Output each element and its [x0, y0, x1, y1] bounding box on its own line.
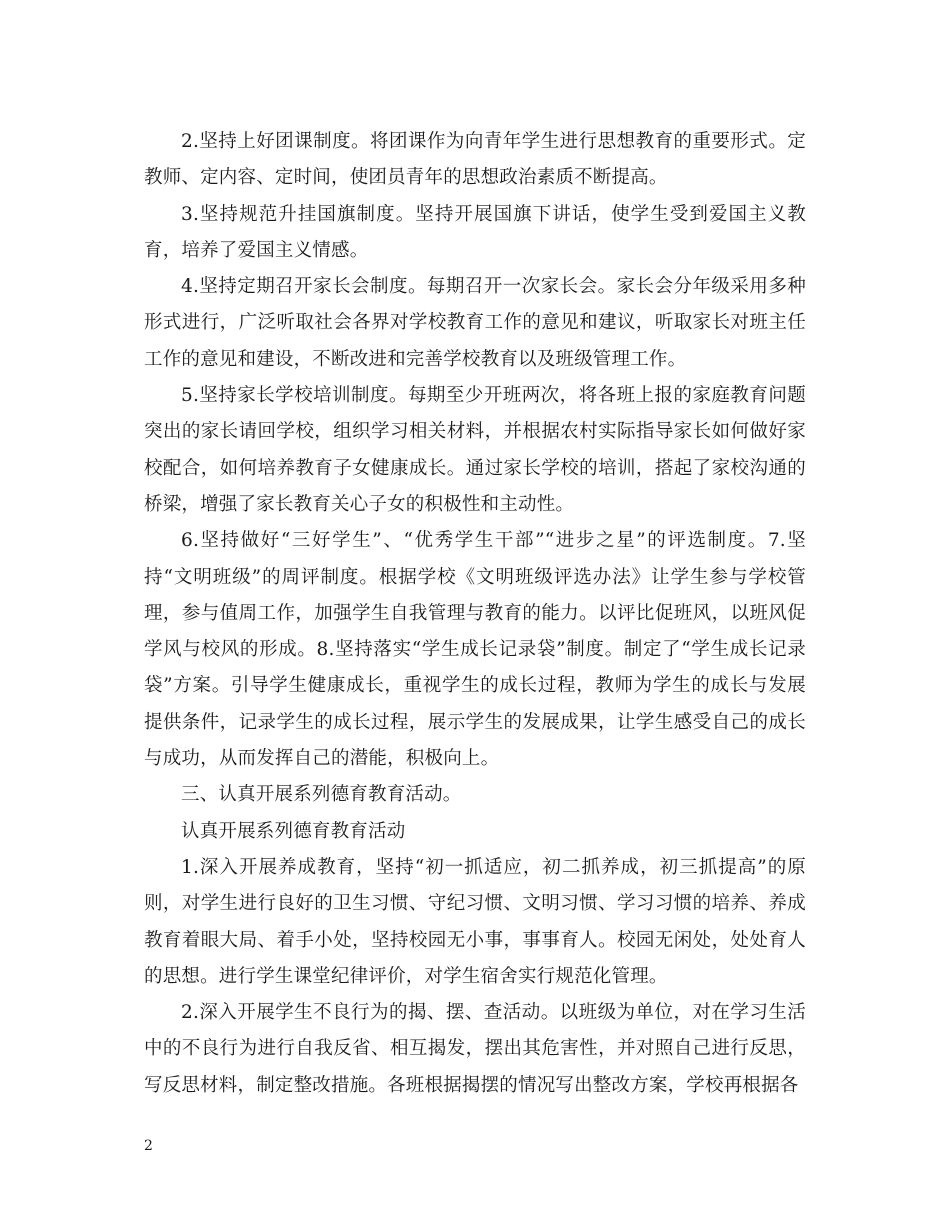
- paragraph-parent-meeting: 4.坚持定期召开家长会制度。每期召开一次家长会。家长会分年级采用多种形式进行，广泛听取社会各界对学校教育工作的意见和建议，听取家长对班主任工作的意见和建设，不断改进和完善学校教育以及班级管理工作。: [144, 276, 806, 370]
- paragraph-flag-raising: 3.坚持规范升挂国旗制度。坚持开展国旗下讲话，使学生受到爱国主义教育，培养了爱国主义情感。: [144, 203, 806, 261]
- document-body: [144, 124, 806, 1104]
- paragraph-parent-school-training: 5.坚持家长学校培训制度。每期至少开班两次，将各班上报的家庭教育问题突出的家长请回学校，组织学习相关材料，并根据农村实际指导家长如何做好家校配合，如何培养教育子女健康成长。通过家长学校的培训，搭起了家校沟通的桥梁，增强了家长教育关心子女的积极性和主动性。: [144, 385, 806, 515]
- subheading-moral-education: 认真开展系列德育教育活动: [181, 820, 406, 842]
- paragraph-group-league-class: 2.坚持上好团课制度。将团课作为向青年学生进行思想教育的重要形式。定教师、定内容、定时间，使团员青年的思想政治素质不断提高。: [144, 131, 806, 189]
- page-number: 2: [144, 1138, 153, 1154]
- paragraph-bad-behavior-review: 2.深入开展学生不良行为的揭、摆、查活动。以班级为单位，对在学习生活中的不良行为进行自我反省、相互揭发，摆出其危害性，并对照自己进行反思，写反思材料，制定整改措施。各班根据揭摆的情况写出整改方案，学校再根据各: [144, 1002, 806, 1096]
- paragraph-student-evaluation: 6.坚持做好“三好学生”、“优秀学生干部”“进步之星”的评选制度。7.坚持“文明班级”的周评制度。根据学校《文明班级评选办法》让学生参与学校管理，参与值周工作，加强学生自我管理与教育的能力。以评比促班风，以班风促学风与校风的形成。8.坚持落实“学生成长记录袋”制度。制定了“学生成长记录袋”方案。引导学生健康成长，重视学生的成长过程，教师为学生的成长与发展提供条件，记录学生的成长过程，展示学生的发展成果，让学生感受自己的成长与成功，从而发挥自己的潜能，积极向上。: [144, 530, 806, 770]
- paragraph-habit-formation: 1.深入开展养成教育，坚持“初一抓适应，初二抓养成，初三抓提高”的原则，对学生进行良好的卫生习惯、守纪习惯、文明习惯、学习习惯的培养、养成教育着眼大局、着手小处，坚持校园无小事，事事育人。校园无闲处，处处育人的思想。进行学生课堂纪律评价，对学生宿舍实行规范化管理。: [144, 856, 806, 987]
- section-heading-moral-education: 三、认真开展系列德育教育活动。: [181, 784, 462, 806]
